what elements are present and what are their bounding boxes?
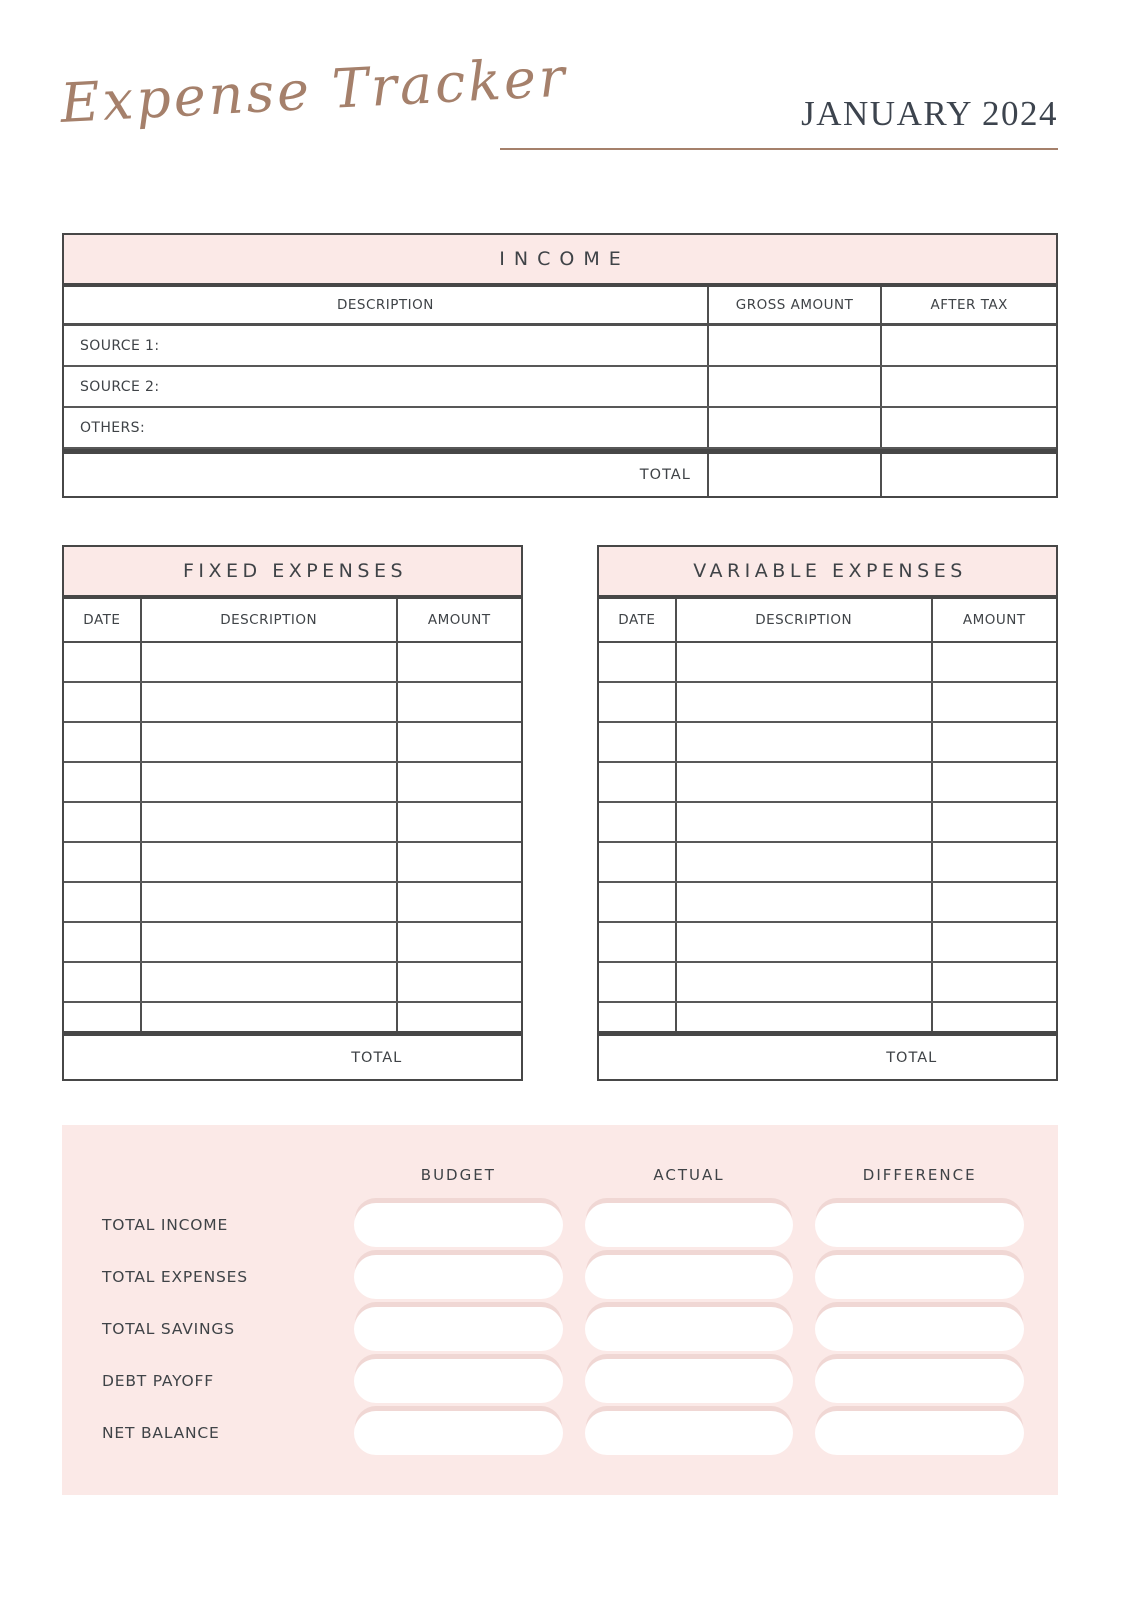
date-cell[interactable] xyxy=(599,1003,677,1031)
difference-field[interactable] xyxy=(815,1359,1024,1403)
difference-field[interactable] xyxy=(815,1255,1024,1299)
amount-cell[interactable] xyxy=(933,923,1056,961)
variable-expenses-title: VARIABLE EXPENSES xyxy=(599,547,1056,599)
table-row xyxy=(64,963,521,1003)
gross-amount-cell[interactable] xyxy=(709,367,883,406)
budget-field[interactable] xyxy=(354,1411,563,1455)
date-cell[interactable] xyxy=(599,923,677,961)
date-cell[interactable] xyxy=(599,683,677,721)
variable-expenses-total-row xyxy=(599,1031,1056,1079)
amount-cell[interactable] xyxy=(933,883,1056,921)
date-cell[interactable] xyxy=(64,923,142,961)
column-header-actual: ACTUAL xyxy=(653,1166,725,1184)
amount-cell[interactable] xyxy=(398,643,521,681)
income-table xyxy=(62,233,1058,498)
amount-cell[interactable] xyxy=(398,803,521,841)
row-label: OTHERS: xyxy=(64,408,709,447)
table-row xyxy=(64,803,521,843)
actual-field[interactable] xyxy=(585,1307,794,1351)
income-column-header-row xyxy=(64,287,1056,326)
actual-field[interactable] xyxy=(585,1255,794,1299)
total-label: TOTAL xyxy=(886,1049,938,1066)
table-row xyxy=(64,883,521,923)
after-tax-cell[interactable] xyxy=(882,326,1056,365)
table-row xyxy=(64,843,521,883)
description-cell[interactable] xyxy=(677,883,933,921)
income-table-title: INCOME xyxy=(64,235,1056,287)
column-header-amount: AMOUNT xyxy=(962,612,1026,628)
expense-tables-row xyxy=(62,545,1058,1081)
table-row xyxy=(599,643,1056,683)
date-cell[interactable] xyxy=(599,723,677,761)
difference-field[interactable] xyxy=(815,1203,1024,1247)
amount-cell[interactable] xyxy=(398,963,521,1001)
column-header-date: DATE xyxy=(599,599,677,641)
column-header-description: DESCRIPTION xyxy=(142,599,398,641)
gross-amount-cell[interactable] xyxy=(709,326,883,365)
page-title: Expense Tracker xyxy=(58,45,570,135)
total-after-tax-cell[interactable] xyxy=(882,454,1056,496)
description-cell[interactable] xyxy=(142,683,398,721)
summary-row-label: DEBT PAYOFF xyxy=(102,1372,214,1390)
gross-amount-cell[interactable] xyxy=(709,408,883,447)
table-row xyxy=(599,1003,1056,1031)
table-row xyxy=(599,843,1056,883)
difference-field[interactable] xyxy=(815,1411,1024,1455)
amount-cell[interactable] xyxy=(933,1003,1056,1031)
date-cell[interactable] xyxy=(599,843,677,881)
income-row-source-1 xyxy=(64,326,1056,367)
table-row xyxy=(599,763,1056,803)
date-cell[interactable] xyxy=(599,883,677,921)
table-row xyxy=(599,883,1056,923)
date-cell[interactable] xyxy=(599,763,677,801)
description-cell[interactable] xyxy=(142,923,398,961)
budget-field[interactable] xyxy=(354,1359,563,1403)
amount-cell[interactable] xyxy=(933,963,1056,1001)
amount-cell[interactable] xyxy=(398,763,521,801)
amount-cell[interactable] xyxy=(398,923,521,961)
table-row xyxy=(64,1003,521,1031)
description-cell[interactable] xyxy=(677,763,933,801)
column-header-description: DESCRIPTION xyxy=(677,599,933,641)
date-cell[interactable] xyxy=(64,803,142,841)
fixed-expenses-total-row xyxy=(64,1031,521,1079)
column-header-difference: DIFFERENCE xyxy=(862,1166,977,1184)
table-row xyxy=(599,723,1056,763)
fixed-expenses-title: FIXED EXPENSES xyxy=(64,547,521,599)
date-cell[interactable] xyxy=(64,843,142,881)
date-cell[interactable] xyxy=(64,643,142,681)
description-cell[interactable] xyxy=(677,963,933,1001)
date-cell[interactable] xyxy=(64,723,142,761)
amount-cell[interactable] xyxy=(398,1003,521,1031)
budget-field[interactable] xyxy=(354,1203,563,1247)
month-label: JANUARY 2024 xyxy=(801,94,1058,133)
row-label: SOURCE 2: xyxy=(64,367,709,406)
table-row xyxy=(64,723,521,763)
summary-row-label: TOTAL SAVINGS xyxy=(102,1320,235,1338)
table-row xyxy=(599,683,1056,723)
table-row xyxy=(599,923,1056,963)
fixed-expenses-rows xyxy=(64,643,521,1031)
table-row xyxy=(599,963,1056,1003)
table-row xyxy=(599,803,1056,843)
amount-cell[interactable] xyxy=(933,683,1056,721)
row-label: SOURCE 1: xyxy=(64,326,709,365)
fixed-expenses-column-header-row xyxy=(64,599,521,643)
variable-expenses-column-header-row xyxy=(599,599,1056,643)
total-gross-amount-cell[interactable] xyxy=(709,454,883,496)
total-label: TOTAL xyxy=(64,454,709,496)
header-divider xyxy=(500,148,1058,150)
table-row xyxy=(64,763,521,803)
variable-expenses-table xyxy=(597,545,1058,1081)
description-cell[interactable] xyxy=(677,803,933,841)
difference-field[interactable] xyxy=(815,1307,1024,1351)
date-cell[interactable] xyxy=(599,963,677,1001)
date-cell[interactable] xyxy=(64,963,142,1001)
date-cell[interactable] xyxy=(64,1003,142,1031)
income-row-source-2 xyxy=(64,367,1056,408)
description-cell[interactable] xyxy=(677,843,933,881)
actual-field[interactable] xyxy=(585,1411,794,1455)
column-header-after-tax: AFTER TAX xyxy=(930,297,1008,313)
summary-row-label: NET BALANCE xyxy=(102,1424,220,1442)
description-cell[interactable] xyxy=(677,643,933,681)
income-row-others xyxy=(64,408,1056,449)
after-tax-cell[interactable] xyxy=(882,408,1056,447)
column-header-budget: BUDGET xyxy=(420,1166,496,1184)
after-tax-cell[interactable] xyxy=(882,367,1056,406)
description-cell[interactable] xyxy=(677,683,933,721)
income-total-row xyxy=(64,449,1056,496)
description-cell[interactable] xyxy=(677,1003,933,1031)
column-header-amount: AMOUNT xyxy=(427,612,491,628)
amount-cell[interactable] xyxy=(933,723,1056,761)
date-cell[interactable] xyxy=(64,883,142,921)
budget-field[interactable] xyxy=(354,1255,563,1299)
description-cell[interactable] xyxy=(142,883,398,921)
description-cell[interactable] xyxy=(142,963,398,1001)
description-cell[interactable] xyxy=(677,923,933,961)
actual-field[interactable] xyxy=(585,1359,794,1403)
amount-cell[interactable] xyxy=(933,843,1056,881)
date-cell[interactable] xyxy=(599,803,677,841)
column-header-gross-amount: GROSS AMOUNT xyxy=(709,287,883,323)
date-cell[interactable] xyxy=(64,763,142,801)
amount-cell[interactable] xyxy=(398,683,521,721)
table-row xyxy=(64,643,521,683)
description-cell[interactable] xyxy=(142,803,398,841)
actual-field[interactable] xyxy=(585,1203,794,1247)
column-header-description: DESCRIPTION xyxy=(64,287,709,323)
summary-panel xyxy=(62,1125,1058,1495)
description-cell[interactable] xyxy=(677,723,933,761)
summary-row-label: TOTAL INCOME xyxy=(102,1216,229,1234)
amount-cell[interactable] xyxy=(398,883,521,921)
description-cell[interactable] xyxy=(142,843,398,881)
total-label: TOTAL xyxy=(351,1049,403,1066)
description-cell[interactable] xyxy=(142,723,398,761)
date-cell[interactable] xyxy=(599,643,677,681)
amount-cell[interactable] xyxy=(933,803,1056,841)
summary-row-label: TOTAL EXPENSES xyxy=(102,1268,248,1286)
variable-expenses-rows xyxy=(599,643,1056,1031)
amount-cell[interactable] xyxy=(398,843,521,881)
column-header-date: DATE xyxy=(64,599,142,641)
fixed-expenses-table xyxy=(62,545,523,1081)
date-cell[interactable] xyxy=(64,683,142,721)
description-cell[interactable] xyxy=(142,643,398,681)
amount-cell[interactable] xyxy=(398,723,521,761)
page-header xyxy=(58,45,1058,196)
amount-cell[interactable] xyxy=(933,763,1056,801)
amount-cell[interactable] xyxy=(933,643,1056,681)
budget-field[interactable] xyxy=(354,1307,563,1351)
description-cell[interactable] xyxy=(142,763,398,801)
table-row xyxy=(64,683,521,723)
description-cell[interactable] xyxy=(142,1003,398,1031)
table-row xyxy=(64,923,521,963)
